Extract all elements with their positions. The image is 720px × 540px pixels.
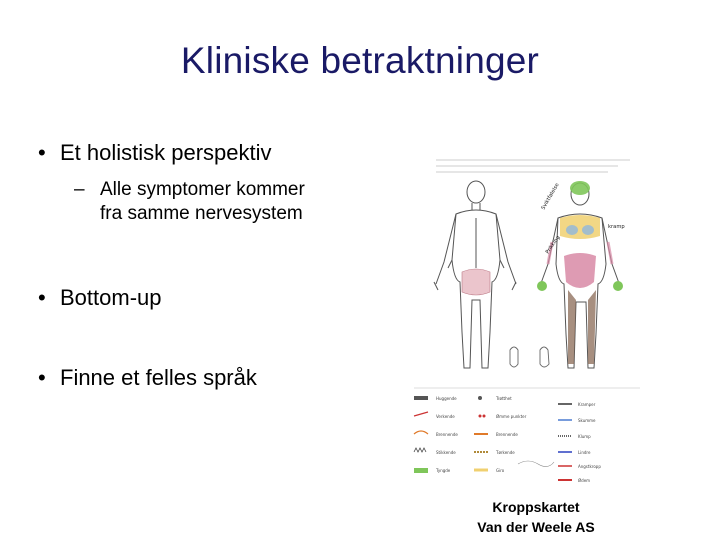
form-header-lines	[436, 160, 630, 172]
figure-caption	[420, 497, 652, 537]
caption-line-2: Van der Weele AS	[477, 519, 595, 535]
feet-drawings	[510, 347, 549, 367]
bullet-glyph: •	[38, 285, 46, 310]
svg-text:Tørkende: Tørkende	[496, 450, 515, 455]
svg-text:Tyngde: Tyngde	[436, 468, 451, 473]
sub-bullet-line-1: Alle symptomer kommer	[100, 179, 305, 200]
back-hip-shading	[462, 269, 490, 295]
sub-bullet-line-2: fra samme nervesystem	[100, 203, 303, 224]
svg-text:Giro: Giro	[496, 468, 505, 473]
slide-title: Kliniske betraktninger	[180, 40, 540, 81]
body-map-figure	[408, 150, 644, 490]
svg-text:Ødem: Ødem	[578, 478, 591, 483]
bullet-glyph: •	[38, 365, 46, 390]
svg-text:Kramper: Kramper	[578, 402, 596, 407]
svg-text:Lindre: Lindre	[578, 450, 591, 455]
breast-shading	[582, 225, 594, 235]
bullet-text: Et holistisk perspektiv	[60, 140, 272, 165]
svg-text:Angstkropp: Angstkropp	[578, 464, 601, 469]
bullet-item	[38, 365, 257, 391]
bullet-text: Bottom-up	[60, 285, 162, 310]
legend-table	[414, 388, 640, 483]
handwritten-note: kramp	[608, 224, 625, 230]
svg-text:Skumme: Skumme	[578, 418, 596, 423]
sub-bullet-glyph: –	[74, 179, 85, 200]
svg-text:Trøtthet: Trøtthet	[496, 396, 512, 401]
hand-shading	[613, 281, 623, 291]
caption-line-1: Kroppskartet	[492, 499, 580, 515]
bullet-item	[38, 140, 272, 166]
svg-text:Stikkende: Stikkende	[436, 450, 456, 455]
breast-shading	[566, 225, 578, 235]
svg-text:Brennende: Brennende	[496, 432, 518, 437]
bullet-text: Finne et felles språk	[60, 365, 257, 390]
leg-shading	[568, 290, 596, 364]
pelvis-shading	[564, 253, 596, 288]
svg-text:Huggende: Huggende	[436, 396, 457, 401]
bullet-item	[38, 285, 162, 311]
svg-text:Ømme punkter: Ømme punkter	[496, 414, 527, 419]
svg-text:Verkende: Verkende	[436, 414, 455, 419]
hand-shading	[537, 281, 547, 291]
handwritten-note: Prikking	[544, 234, 562, 256]
sub-bullet-item	[74, 178, 305, 226]
head-shading	[570, 181, 590, 195]
svg-text:Klump: Klump	[578, 434, 591, 439]
chest-shading	[560, 215, 600, 239]
handwritten-note: Sviktfølelse	[540, 182, 561, 211]
bullet-glyph: •	[38, 140, 46, 165]
svg-text:Brennende: Brennende	[436, 432, 458, 437]
